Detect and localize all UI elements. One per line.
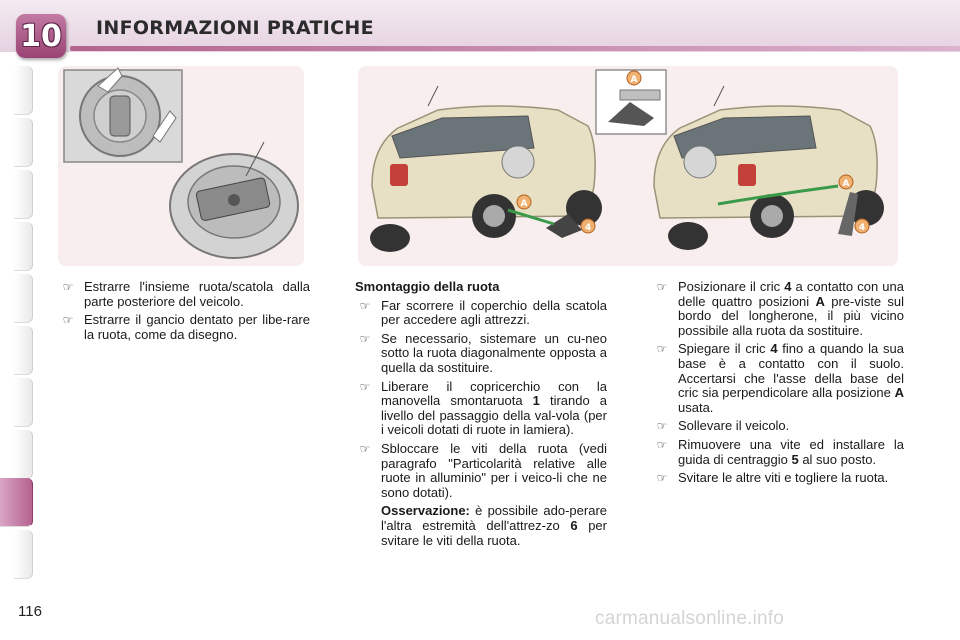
item-text: Far scorrere il coperchio della scatola per accedere agli attrezzi.: [381, 297, 607, 328]
item-text-mid: a contatto con una delle quattro posizioni: [678, 279, 904, 309]
label-A-right: [839, 175, 853, 189]
item-text-pre: Spiegare il cric: [678, 341, 771, 357]
chapter-tab[interactable]: [14, 378, 33, 427]
item-text-post: tirando a livello del passaggio della val-vola (per i veicoli dotati di ruote in lamiera).: [381, 393, 607, 438]
label-4-left: [581, 219, 595, 233]
item-text-post: usata.: [678, 399, 714, 415]
label-A-inset: [627, 71, 641, 85]
pointing-hand-icon: ☞: [62, 280, 74, 294]
item-ref: 4: [784, 279, 792, 294]
chapter-tab[interactable]: [14, 222, 33, 271]
chapter-tab-active[interactable]: [0, 478, 33, 527]
car-right-hub: [761, 205, 783, 227]
column-2: [355, 280, 607, 548]
inset-hook: [110, 96, 130, 136]
list-item: [652, 471, 904, 486]
pointing-hand-icon: ☞: [656, 342, 668, 357]
chapter-title: INFORMAZIONI PRATICHE: [96, 17, 374, 39]
list-item: [355, 299, 607, 328]
pointing-hand-icon: ☞: [656, 437, 668, 452]
spare-wheel-drawing: [58, 66, 304, 266]
list-item: [652, 438, 904, 467]
item-text-pre: Rimuovere una vite ed installare la guida di centraggio: [678, 436, 904, 467]
note-text-post: per svitare le viti della ruota.: [381, 517, 607, 548]
pointing-hand-icon: ☞: [656, 471, 668, 486]
item-ref-2: A: [894, 385, 904, 401]
item-text: Se necessario, sistemare un cu-neo sotto la ruota diagonalmente opposta a quella da sostituire.: [381, 330, 607, 375]
list-item: [652, 419, 904, 434]
item-text-mid: fino a quando la sua base è a contatto con il suolo. Accertarsi che l'asse della base del cric sia perpendicolare alla posizione: [678, 341, 904, 401]
label-4-right: [855, 219, 869, 233]
car-left-taillight: [390, 164, 408, 186]
list-item: [355, 332, 607, 376]
item-ref: 1: [532, 393, 540, 409]
leader-right: [714, 86, 724, 106]
list-item: [58, 313, 310, 342]
item-text: Sollevare il veicolo.: [678, 418, 790, 434]
car-left-spare: [502, 146, 534, 178]
chapter-tab[interactable]: [14, 118, 33, 167]
svg-text:A: A: [520, 199, 528, 209]
car-jack-illustration: [358, 66, 898, 266]
list-item: [355, 442, 607, 500]
chapter-tab[interactable]: [14, 530, 33, 579]
header-rule: [70, 46, 960, 51]
pointing-hand-icon: ☞: [62, 313, 74, 328]
note: [355, 504, 607, 548]
spare-wheel-illustration: [58, 66, 304, 266]
loose-tyre-right: [668, 222, 708, 250]
chapter-tab[interactable]: [14, 66, 33, 115]
car-right-spare: [684, 146, 716, 178]
pointing-hand-icon: ☞: [656, 280, 668, 294]
pointing-hand-icon: ☞: [359, 298, 371, 313]
item-ref: 4: [770, 341, 778, 357]
chapter-tab[interactable]: [14, 274, 33, 323]
item-text: Estrarre l'insieme ruota/scatola dalla parte posteriore del veicolo.: [84, 279, 310, 309]
svg-text:A: A: [630, 75, 638, 85]
item-text: Estrarre il gancio dentato per libe-rare la ruota, come da disegno.: [84, 312, 310, 342]
chapter-tabs: [0, 66, 36, 576]
note-ref: 6: [570, 517, 578, 533]
svg-text:A: A: [842, 179, 850, 189]
car-right-taillight: [738, 164, 756, 186]
note-text-pre: è possibile ado-perare l'altra estremità dell'attrez-zo: [381, 503, 607, 533]
list-item: [652, 342, 904, 415]
list-item: [652, 280, 904, 338]
car-jack-drawing: [358, 66, 898, 266]
hub: [228, 194, 240, 206]
column-1: [58, 280, 310, 346]
watermark: carmanualsonline.info: [595, 608, 785, 629]
chapter-number: 10: [20, 18, 62, 54]
svg-text:4: 4: [858, 223, 866, 233]
chapter-badge: [16, 14, 66, 58]
section-heading: Smontaggio della ruota: [355, 279, 500, 294]
jack-inset-sill: [620, 90, 660, 100]
chapter-tab[interactable]: [14, 170, 33, 219]
label-A-left: [517, 195, 531, 209]
pointing-hand-icon: ☞: [359, 441, 371, 456]
chapter-tab[interactable]: [14, 326, 33, 375]
leader-left: [428, 86, 438, 106]
column-3: [652, 280, 904, 490]
item-text: Svitare le altre viti e togliere la ruota.: [678, 470, 889, 486]
page-number: 116: [18, 603, 42, 620]
pointing-hand-icon: ☞: [359, 379, 371, 394]
item-text-post: al suo posto.: [798, 451, 877, 467]
item-text-pre: Liberare il copricerchio con la manovella smontaruota: [381, 378, 607, 409]
car-left-hub: [483, 205, 505, 227]
pointing-hand-icon: ☞: [656, 419, 668, 434]
item-text-pre: Posizionare il cric: [678, 279, 785, 294]
list-item: [58, 280, 310, 309]
item-text-post: pre-viste sul bordo del longherone, il più vicino possibile alla ruota da sostituire.: [678, 293, 904, 338]
list-item: [355, 380, 607, 438]
loose-tyre-left: [370, 224, 410, 252]
svg-text:4: 4: [584, 223, 592, 233]
item-text: Sbloccare le viti della ruota (vedi paragrafo "Particolarità relative alle ruote in alluminio" per i veico-li che ne sono dotati).: [381, 440, 607, 500]
item-ref: 5: [791, 451, 799, 467]
note-label: Osservazione:: [381, 503, 470, 519]
item-ref-2: A: [815, 293, 825, 309]
chapter-tab[interactable]: [14, 430, 33, 479]
pointing-hand-icon: ☞: [359, 331, 371, 346]
